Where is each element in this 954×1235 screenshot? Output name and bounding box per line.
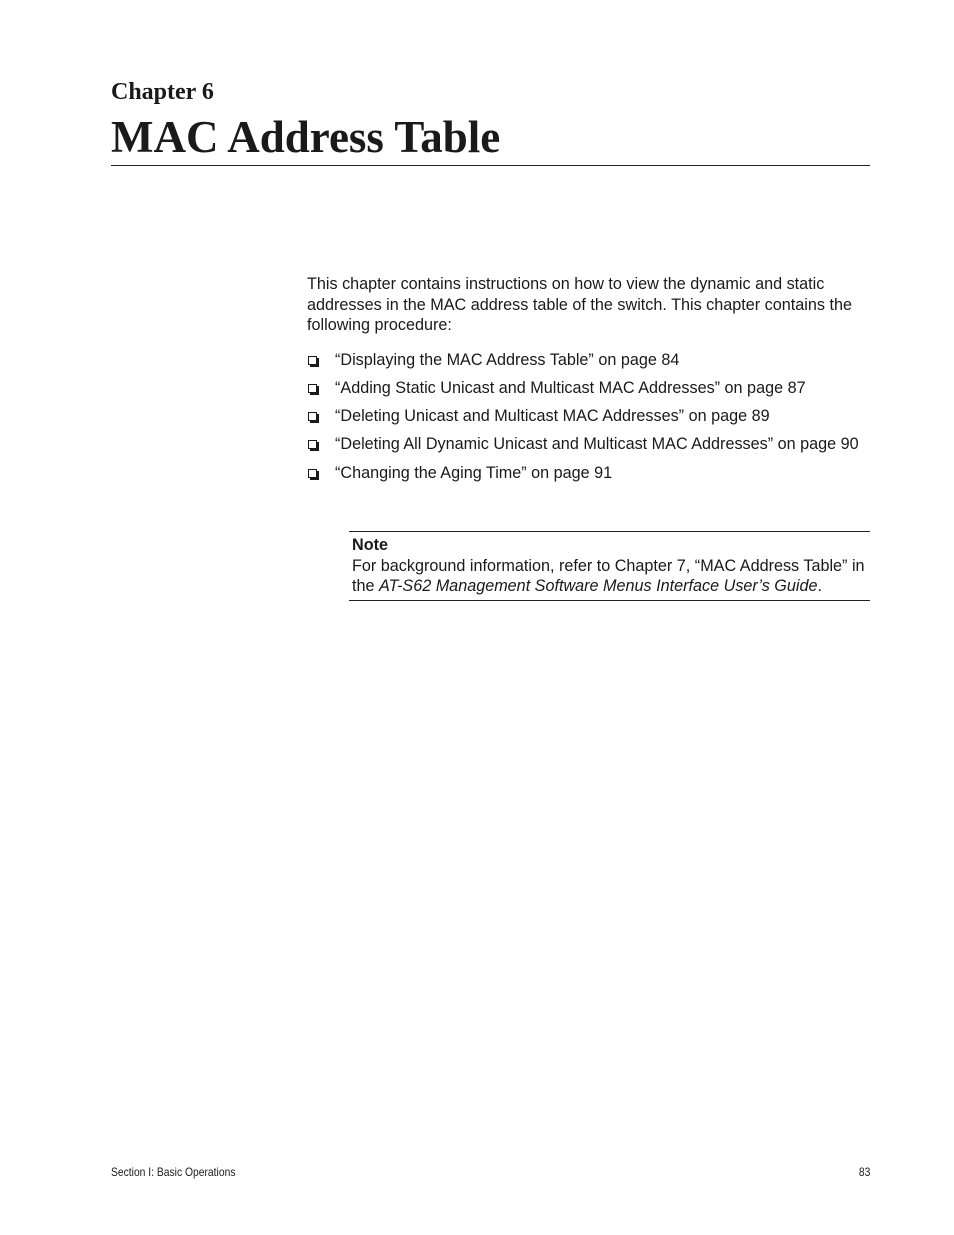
list-item	[307, 463, 870, 484]
page-number: 83	[858, 1165, 870, 1179]
footer-section: Section I: Basic Operations	[111, 1165, 236, 1179]
checkbox-bullet-icon	[308, 412, 317, 421]
list-item	[307, 406, 870, 427]
procedure-link[interactable]: “Adding Static Unicast and Multicast MAC Addresses” on page 87	[335, 378, 806, 397]
list-item	[307, 378, 870, 399]
note-text-end: .	[817, 577, 822, 596]
checkbox-bullet-icon	[308, 469, 317, 478]
note-box	[349, 531, 870, 601]
note-heading: Note	[352, 536, 388, 554]
list-item	[307, 434, 870, 455]
title-rule	[111, 165, 870, 166]
procedure-link[interactable]: “Deleting All Dynamic Unicast and Multicast MAC Addresses” on page 90	[335, 435, 859, 454]
intro-paragraph: This chapter contains instructions on how to view the dynamic and static addresses in the MAC address table of the switch. This chapter contains the following procedure:	[307, 275, 852, 335]
book-title: AT-S62 Management Software Menus Interface User’s Guide	[379, 577, 818, 596]
list-item	[307, 350, 870, 371]
chapter-body	[307, 274, 870, 491]
chapter-title: MAC Address Table	[111, 112, 501, 162]
checkbox-bullet-icon	[308, 356, 317, 365]
note-text-lead: For background information, refer to Chapter 7, “MAC Address Table” in the	[352, 556, 865, 596]
note-text	[352, 556, 870, 597]
procedure-link[interactable]: “Changing the Aging Time” on page 91	[335, 463, 613, 482]
procedure-list	[307, 350, 870, 483]
procedure-link[interactable]: “Displaying the MAC Address Table” on page 84	[335, 350, 680, 369]
checkbox-bullet-icon	[308, 440, 317, 449]
procedure-link[interactable]: “Deleting Unicast and Multicast MAC Addresses” on page 89	[335, 407, 770, 426]
checkbox-bullet-icon	[308, 384, 317, 393]
chapter-label: Chapter 6	[111, 79, 214, 105]
